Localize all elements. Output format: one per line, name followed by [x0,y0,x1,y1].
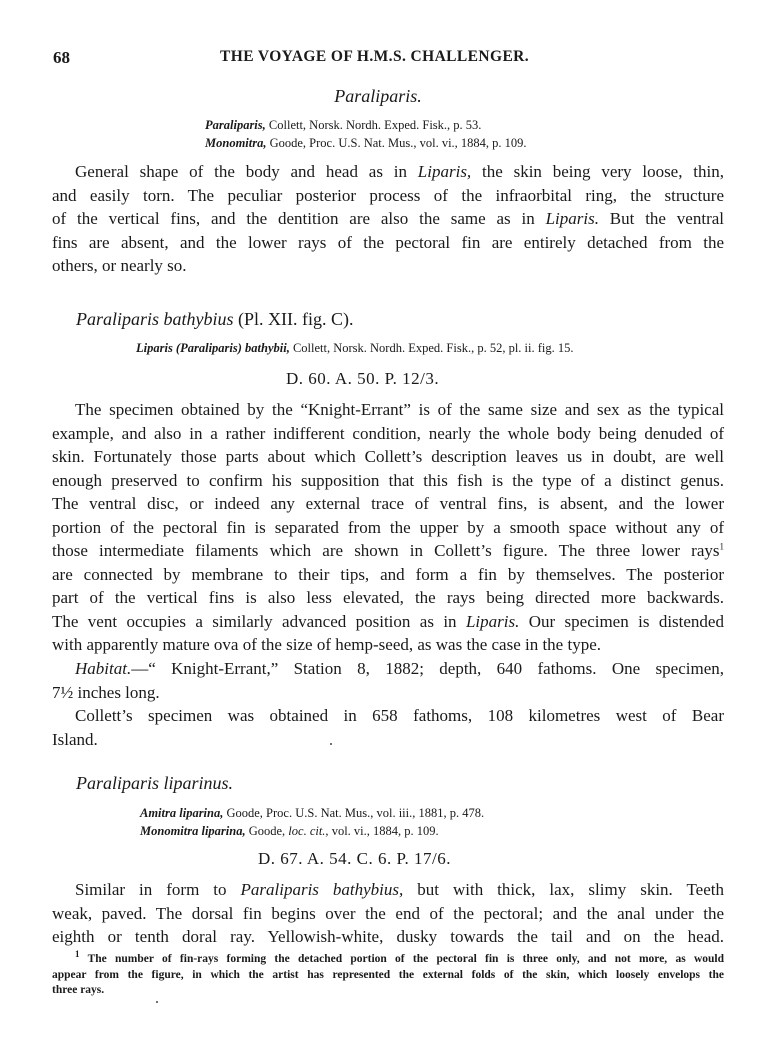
text-line: others, or nearly so. [52,256,187,275]
fin-formula: D. 67. A. 54. C. 6. P. 17/6. [258,849,451,868]
species-name: Paraliparis bathybius [76,309,234,329]
footnote [52,949,724,999]
synonym-reference: Collett, Norsk. Nordh. Exped. Fisk., p. 53. [265,118,482,132]
text-line: The ventral disc, or indeed any external trace of ventral fins, is absent, and the lower [52,494,724,513]
synonym-name: Monomitra, [205,136,267,150]
text-line: appear from the figure, in which the artist has represented the external folds of the skin, which loosely envelops the [52,968,724,981]
species-synonym-2: Monomitra liparina, Goode, loc. cit., vol. vi., 1884, p. 109. [140,824,439,838]
genus-description [52,160,724,278]
speck [330,743,332,745]
species-description [52,398,724,657]
text-line: Island. [52,729,98,749]
text-line: are connected by membrane to their tips, and form a fin by themselves. The posterior [52,564,724,584]
text-line: part of the vertical fins is also less elevated, the rays being directed more backwards. [52,588,724,607]
text-line: and easily torn. The peculiar posterior process of the infraorbital ring, the structure [52,185,724,205]
text-line: portion of the pectoral fin is separated from the upper by a smooth space without any of [52,517,724,537]
text-line: with apparently mature ova of the size of hemp-seed, as was the case in the type. [52,635,601,654]
genus-synonym-2 [205,136,527,151]
text-line: enough preserved to confirm his supposition that this fish is the type of a distinct genus. [52,470,724,490]
running-title: THE VOYAGE OF H.M.S. CHALLENGER. [220,48,530,65]
habitat-label: Habitat. [75,659,132,678]
genus-synonym-1 [205,118,481,133]
text-line: The vent occupies a similarly advanced position as in Liparis. Our specimen is distended [52,611,724,631]
footnote-marker: 1 [75,949,80,960]
species-heading [76,773,233,794]
species-description [52,878,724,949]
text-line: General shape of the body and head as in Liparis, the skin being very loose, thin, [75,162,724,181]
text-line: three rays. [52,984,105,996]
text-line: weak, paved. The dorsal fin begins over the end of the pectoral; and the anal under the [52,903,724,923]
text-line: those intermediate filaments which are shown in Collett’s figure. The three lower rays$^1$ [52,541,724,560]
text-line: Collett’s specimen was obtained in 658 fathoms, 108 kilometres west of Bear [75,706,724,725]
synonym-reference: Collett, Norsk. Nordh. Exped. Fisk., p. 52, pl. ii. fig. 15. [289,341,574,355]
synonym-name: Monomitra liparina, [140,824,246,838]
footnote-marker: 1 [719,541,724,552]
synonym-reference: Goode, Proc. U.S. Nat. Mus., vol. vi., 1884, p. 109. [266,136,527,150]
species-name: Paraliparis liparinus. [76,773,234,793]
text-line: example, and also in a rather indifferent condition, nearly the whole body being denuded of [52,423,724,443]
text-line: of the vertical fins, and the dentition are also the same as in Liparis. But the ventral [52,209,725,228]
species-synonym [136,341,574,356]
synonym-reference: Goode, Proc. U.S. Nat. Mus., vol. iii., 1881, p. 478. [223,806,485,820]
text-line: eighth or tenth doral ray. Yellowish-white, dusky towards the tail and on the head. [52,927,724,946]
synonym-name: Liparis (Paraliparis) bathybii, [136,341,290,355]
text-line: $^1$ The number of fin-rays forming the detached portion of the pectoral fin is three only, and not more, as would [75,949,724,965]
text-line: fins are absent, and the lower rays of the pectoral fin are entirely detached from the [52,232,724,252]
speck [156,1001,158,1003]
habitat [52,657,724,704]
collett-note [52,704,724,751]
species-heading [76,309,354,330]
plate-reference: (Pl. XII. fig. C). [233,309,354,329]
synonym-name: Amitra liparina, [140,806,224,820]
fin-formula: D. 60. A. 50. P. 12/3. [286,369,440,388]
species-synonym-1 [140,806,484,821]
text-line: Habitat.—“ Knight-Errant,” Station 8, 1882; depth, 640 fathoms. One specimen, [75,659,724,678]
genus-title: Paraliparis. [334,86,422,106]
page-number: 68 [53,48,70,67]
text-line: Similar in form to Paraliparis bathybius, but with thick, lax, slimy skin. Teeth [75,880,724,899]
synonym-name: Paraliparis, [205,118,266,132]
text-line: 7½ inches long. [52,682,160,702]
text-line: The specimen obtained by the “Knight-Errant” is of the same size and sex as the typical [75,400,724,419]
text-line: skin. Fortunately those parts about which Collett’s description leaves us in doubt, are well [52,447,724,466]
